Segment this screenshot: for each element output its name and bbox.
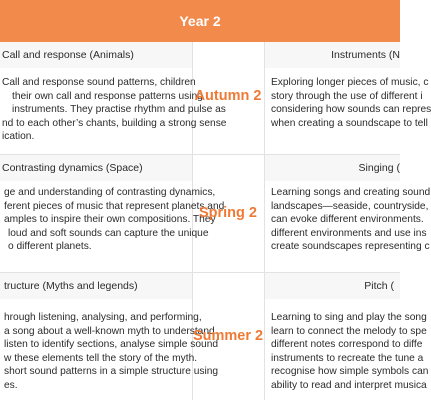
unit-cell-spring-right [265,155,431,272]
description-line: ge and understanding of contrasting dynamics, [4,187,216,198]
description-line: short sound patterns in a simple structure using [4,366,219,378]
description-line: a song about a well-known myth to understand [4,325,215,337]
description-line: Learning to sing and play the song [271,312,427,323]
unit-description [4,311,218,393]
unit-description [271,76,431,130]
description-line: o different planets. [8,241,92,253]
unit-title: Contrasting dynamics (Space) [0,155,192,181]
description-line: landscapes—seaside, countryside, [271,200,429,212]
description-line: ferent pieces of music that represent planets and [4,200,225,212]
unit-cell-summer-left [0,273,219,400]
description-line: their own call and response patterns using [12,90,203,102]
unit-description [271,311,428,393]
description-line: different environments and use ins [271,227,427,239]
description-line: ication. [2,131,35,143]
description-line: ability to read and interpret musica [271,379,427,391]
unit-cell-autumn-left [0,42,227,154]
unit-title: Call and response (Animals) [0,42,192,68]
description-line: Call and response sound patterns, children [2,77,196,88]
description-line: instruments. They practise rhythm and pulse as [12,104,226,116]
description-line: instruments to recreate the tune a [271,352,424,364]
unit-cell-spring-left [0,155,225,272]
description-line: hrough listening, analysing, and performing, [4,312,202,323]
description-line: es. [4,379,18,391]
description-line: w these elements tell the story of the myth. [4,352,198,364]
description-line: Exploring longer pieces of music, c [271,77,429,88]
unit-title: Pitch ( [265,273,400,299]
year-header [0,0,400,42]
description-line: loud and soft sounds can capture the unique [8,227,209,239]
description-line: recognise how simple symbols can [271,366,429,378]
description-line: when creating a soundscape to tell [271,117,428,129]
description-line: can evoke different environments. [271,214,424,226]
description-line: Learning songs and creating sound [271,187,431,198]
term-label: Summer 2 [192,328,264,344]
description-line: story through the use of different i [271,90,423,102]
unit-description [271,186,430,254]
term-label: Spring 2 [198,205,257,221]
unit-cell-summer-right [265,273,429,400]
unit-title: tructure (Myths and legends) [0,273,192,299]
unit-description [2,76,226,144]
unit-title: Singing ( [265,155,400,181]
term-label: Autumn 2 [194,88,262,104]
unit-title: Instruments (N [265,42,400,68]
description-line: amples to inspire their own compositions. They [4,214,216,226]
description-line: create soundscapes representing c [271,241,430,253]
description-line: different notes correspond to diffe [271,339,423,351]
description-line: learn to connect the melody to spe [271,325,427,337]
year-title: Year 2 [179,13,221,29]
description-line: nd to each other’s chants, building a strong sense [2,117,227,129]
description-line: listen to identify sections, analyse simple sound [4,339,219,351]
description-line: considering how sounds can repres [271,104,431,116]
unit-cell-autumn-right [265,42,431,154]
